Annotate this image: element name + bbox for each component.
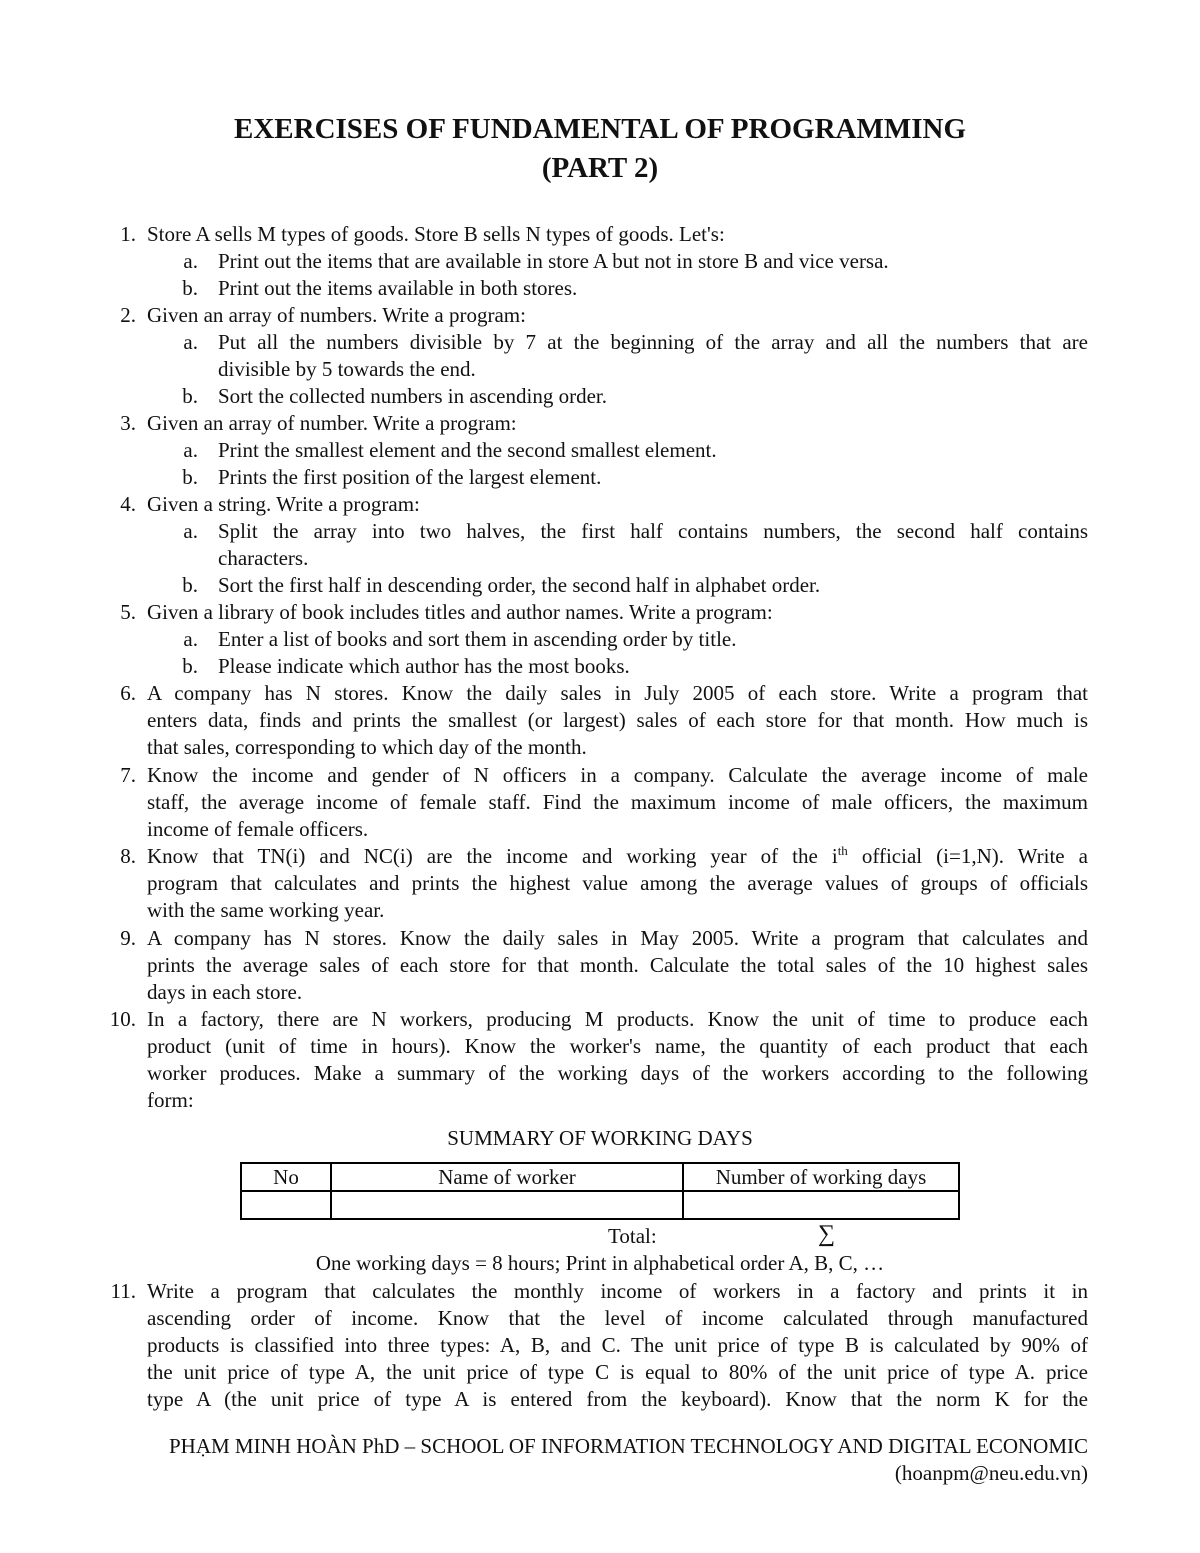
item-text: products is classified into three types: A, B, and C. The unit price of type B is calculated by 90% of	[147, 1333, 1088, 1357]
table-header-no: No	[241, 1163, 331, 1191]
item-text: type A (the unit price of type A is entered from the keyboard). Know that the norm K for the	[147, 1387, 1088, 1411]
summary-note: One working days = 8 hours; Print in alphabetical order A, B, C, …	[315, 1251, 885, 1275]
subitem-text: divisible by 5 towards the end.	[218, 357, 476, 381]
subitem-label: b.	[182, 573, 198, 597]
table-cell	[241, 1191, 331, 1219]
subitem-text: Please indicate which author has the most books.	[218, 654, 630, 678]
item-text: Know that TN(i) and NC(i) are the income and working year of the $i^{th}$ official (i=1,N). Write a	[147, 843, 1088, 868]
subitem-label: a.	[183, 627, 198, 651]
item-text: A company has N stores. Know the daily sales in July 2005 of each store. Write a program that	[147, 681, 1088, 705]
item-text: worker produces. Make a summary of the working days of the workers according to the following	[147, 1061, 1088, 1085]
table-row	[241, 1191, 959, 1219]
item-text: Given a string. Write a program:	[147, 492, 420, 516]
item-text: prints the average sales of each store for that month. Calculate the total sales of the 10 highest sales	[147, 953, 1088, 977]
subitem-label: b.	[182, 276, 198, 300]
item-text: staff, the average income of female staff. Find the maximum income of male officers, the maximum	[147, 790, 1088, 814]
document-title: EXERCISES OF FUNDAMENTAL OF PROGRAMMING	[234, 113, 966, 145]
subitem-text: Print out the items that are available in store A but not in store B and vice versa.	[218, 249, 889, 273]
subitem-text: Put all the numbers divisible by 7 at the beginning of the array and all the numbers that are	[218, 330, 1088, 354]
item-number: 10.	[109, 1007, 136, 1031]
item-text: ascending order of income. Know that the level of income calculated through manufactured	[147, 1306, 1088, 1330]
item-number: 4.	[120, 492, 136, 516]
item-text: Given an array of numbers. Write a program:	[147, 303, 526, 327]
subitem-label: b.	[182, 384, 198, 408]
summary-table-title: SUMMARY OF WORKING DAYS	[447, 1126, 753, 1150]
table-header-days: Number of working days	[683, 1163, 959, 1191]
table-total-label: Total:	[608, 1224, 657, 1248]
subitem-text: Enter a list of books and sort them in ascending order by title.	[218, 627, 737, 651]
item-number: 3.	[120, 411, 136, 435]
table-cell	[331, 1191, 683, 1219]
item-text: Know the income and gender of N officers in a company. Calculate the average income of male	[147, 763, 1088, 787]
item-number: 9.	[120, 926, 136, 950]
summary-table	[240, 1162, 960, 1220]
item-number: 11.	[110, 1279, 136, 1303]
item-text: enters data, finds and prints the smallest (or largest) sales of each store for that month. How much is	[147, 708, 1088, 732]
item-number: 5.	[120, 600, 136, 624]
item-number: 1.	[120, 222, 136, 246]
subitem-text: characters.	[218, 546, 309, 570]
subitem-text: Sort the collected numbers in ascending order.	[218, 384, 607, 408]
item-text: Given a library of book includes titles and author names. Write a program:	[147, 600, 773, 624]
subitem-label: b.	[182, 654, 198, 678]
subitem-label: a.	[183, 249, 198, 273]
item-text: In a factory, there are N workers, producing M products. Know the unit of time to produce each	[147, 1007, 1088, 1031]
item-text: A company has N stores. Know the daily sales in May 2005. Write a program that calculates and	[147, 926, 1088, 950]
subitem-label: a.	[183, 438, 198, 462]
item-number: 8.	[120, 844, 136, 868]
item-text: with the same working year.	[147, 898, 385, 922]
sum-icon: ∑	[818, 1221, 836, 1247]
table-header-name: Name of worker	[331, 1163, 683, 1191]
item-number: 7.	[120, 763, 136, 787]
item-text: Store A sells M types of goods. Store B sells N types of goods. Let's:	[147, 222, 725, 246]
item-text: days in each store.	[147, 980, 303, 1004]
subitem-text: Sort the first half in descending order, the second half in alphabet order.	[218, 573, 821, 597]
document-subtitle: (PART 2)	[541, 152, 659, 184]
item-text: product (unit of time in hours). Know the worker's name, the quantity of each product that each	[147, 1034, 1088, 1058]
item-text: that sales, corresponding to which day of the month.	[147, 735, 587, 759]
item-text: income of female officers.	[147, 817, 369, 841]
item-number: 6.	[120, 681, 136, 705]
subitem-label: a.	[183, 519, 198, 543]
footer-author: PHẠM MINH HOÀN PhD – SCHOOL OF INFORMATION TECHNOLOGY AND DIGITAL ECONOMIC	[168, 1434, 1088, 1458]
table-cell	[683, 1191, 959, 1219]
item-text: form:	[147, 1088, 194, 1112]
table-header-row	[241, 1163, 959, 1191]
item-text: the unit price of type A, the unit price of type C is equal to 80% of the unit price of type A. price	[147, 1360, 1088, 1384]
footer-email: (hoanpm@neu.edu.vn)	[894, 1461, 1088, 1485]
subitem-text: Split the array into two halves, the first half contains numbers, the second half contains	[218, 519, 1088, 543]
superscript-th: th	[837, 843, 848, 858]
item-text: Write a program that calculates the monthly income of workers in a factory and prints it in	[147, 1279, 1088, 1303]
subitem-text: Print the smallest element and the second smallest element.	[218, 438, 717, 462]
item-text: program that calculates and prints the highest value among the average values of groups of officials	[147, 871, 1088, 895]
item-text: Given an array of number. Write a program:	[147, 411, 517, 435]
subitem-label: a.	[183, 330, 198, 354]
subitem-label: b.	[182, 465, 198, 489]
item-number: 2.	[120, 303, 136, 327]
subitem-text: Print out the items available in both stores.	[218, 276, 578, 300]
subitem-text: Prints the first position of the largest element.	[218, 465, 602, 489]
